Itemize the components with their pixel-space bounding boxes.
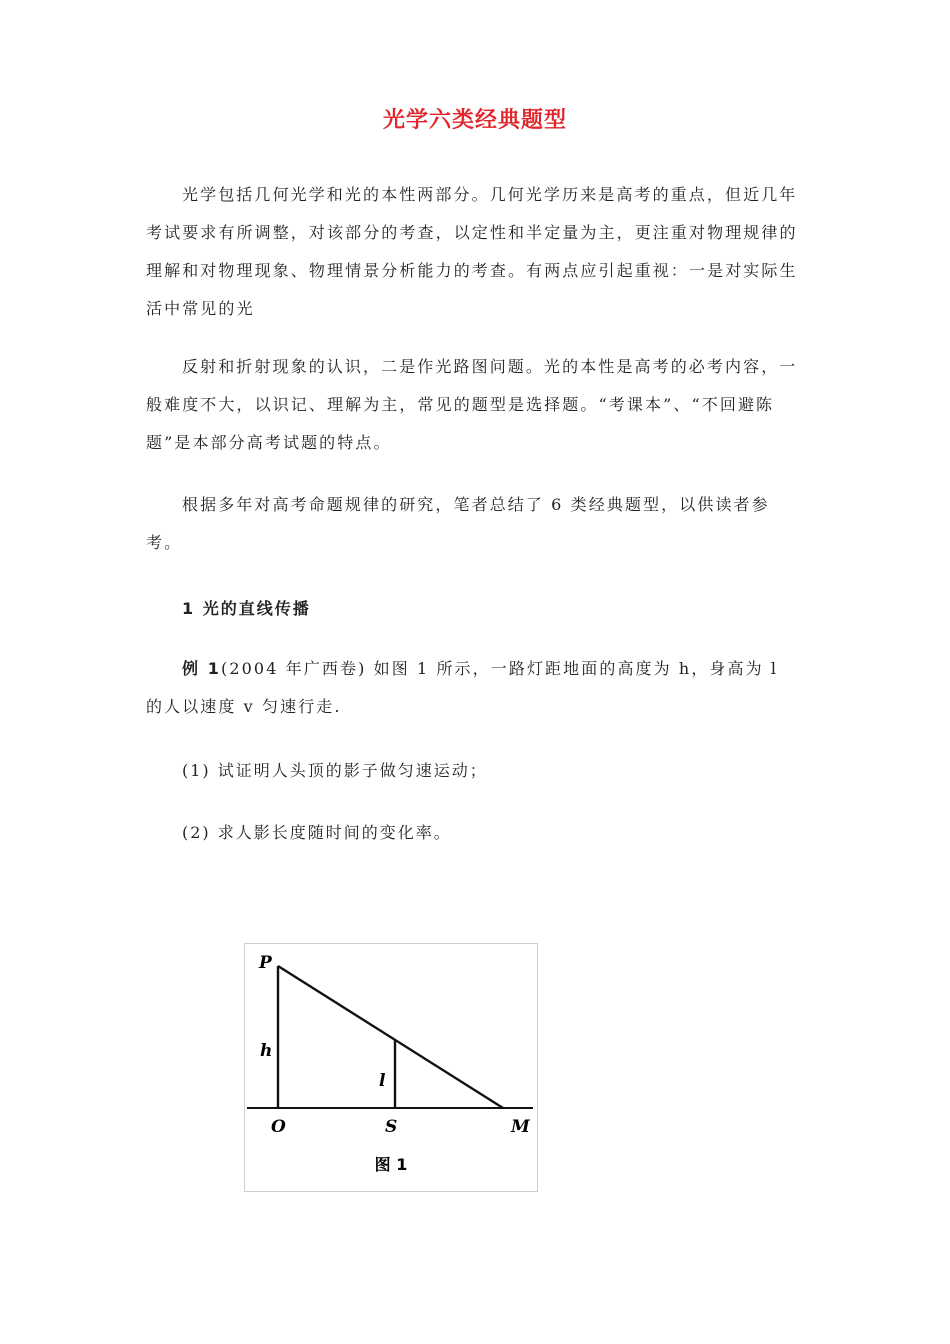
label-h: h (260, 1041, 273, 1061)
label-l: l (379, 1071, 386, 1091)
figure-1 (244, 943, 538, 1192)
example-1-part-2: (2) 求人影长度随时间的变化率。 (182, 823, 452, 842)
example-1-text: (2004 年广西卷) 如图 1 所示，一路灯距地面的高度为 h，身高为 l 的人以速度 v 匀速行走. (146, 659, 779, 716)
example-1-statement (146, 650, 802, 726)
intro-paragraph-3: 根据多年对高考命题规律的研究，笔者总结了 6 类经典题型，以供读者参考。 (146, 495, 770, 552)
document-title: 光学六类经典题型 (382, 108, 567, 133)
label-m: M (511, 1117, 530, 1137)
label-o: O (271, 1117, 286, 1137)
light-ray (278, 966, 503, 1108)
intro-paragraph-2: 反射和折射现象的认识，二是作光路图问题。光的本性是高考的必考内容，一般难度不大，以识记、理解为主，常见的题型是选择题。“考课本”、“不回避陈题”是本部分高考试题的特点。 (146, 357, 798, 452)
example-1-part-1: (1) 试证明人头顶的影子做匀速运动； (182, 761, 488, 780)
intro-paragraph-1: 光学包括几何光学和光的本性两部分。几何光学历来是高考的重点，但近几年考试要求有所调整，对该部分的考查，以定性和半定量为主，更注重对物理规律的理解和对物理现象、物理情景分析能力的考查。有两点应引起重视：一是对实际生活中常见的光 (146, 185, 798, 318)
example-1-label: 例 1 (182, 659, 222, 678)
figure-caption: 图 1 (374, 1155, 408, 1174)
label-s: S (385, 1117, 398, 1137)
section-heading-1: 1 光的直线传播 (182, 599, 311, 618)
label-p: P (259, 953, 272, 973)
figure-1-diagram (245, 944, 537, 1191)
